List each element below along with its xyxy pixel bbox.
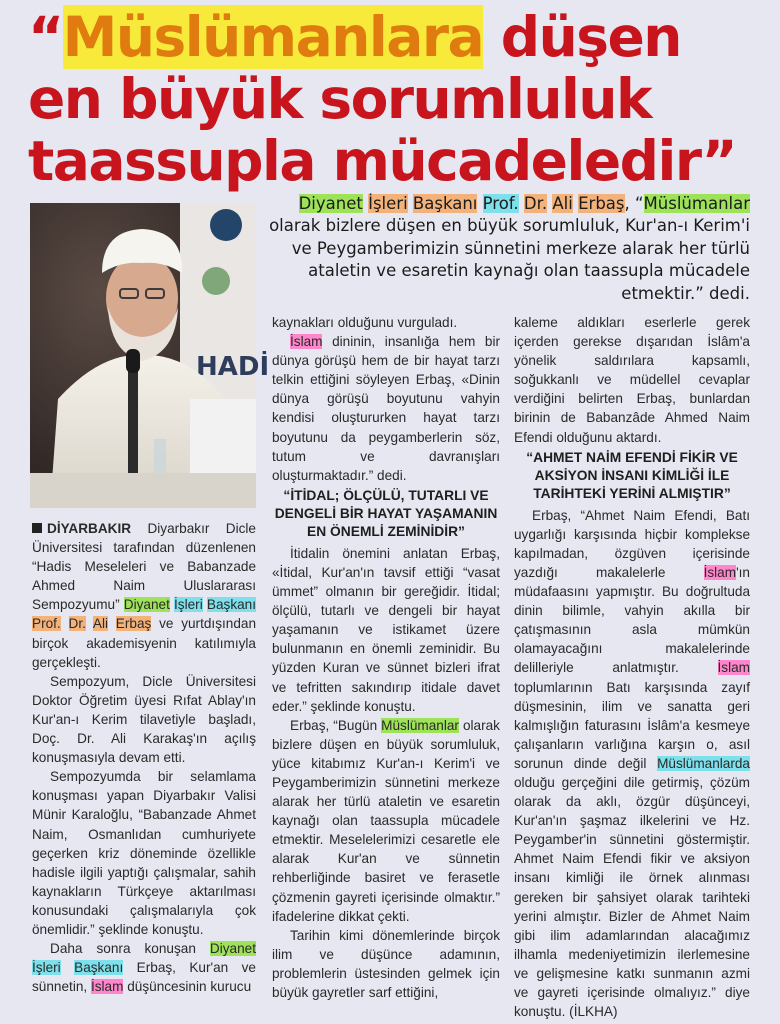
- headline-line-1: [28, 6, 768, 68]
- article-paragraph-2: Sempozyum, Dicle Üniversitesi Doktor Öğretim üyesi Rıfat Ablay'ın Kur'an-ı Kerim tilavetiyle başladı, Doç. Dr. Ali Karakaş'ın açılış konuşmasıyla devam etti.: [32, 673, 256, 766]
- quote-dr: Dr.: [523, 194, 548, 213]
- article-paragraph-9: Tarihin kimi dönemlerinde birçok ilim ve düşünce adamının, problemlerin üstesinden gelmek için büyük gayretler sarf ettiğini,: [272, 927, 500, 1000]
- quote-org: Diyanet: [298, 194, 363, 213]
- article-column-1: [32, 519, 256, 996]
- speaker-photo: [30, 203, 270, 508]
- article-paragraph-7: İtidalin önemini anlatan Erbaş, «İtidal, Kur'an'ın tavsif ettiği “vasat ümmet” olmanın bir gereğidir. İtidal; ölçülü, tutarlı ve dengeli bir hayat yaşamanın ve istikamet üzere bulunmanın en önemli zeminidir. Bu yüzden Kuran ve sünnet bizleri ifrat ve tefritten sakındırıp itidale davet eder.” şeklinde konuştu.: [272, 545, 500, 714]
- quote-text: olarak bizlere düşen en büyük sorumluluk, Kur'an-ı Kerim'i ve Peygamberimizin sünnetini merkeze alarak her türlü ataletin ve esaretin kaynağı olan taassupla mücadele etmektir.” dedi.: [269, 216, 750, 303]
- pull-quote: [268, 193, 750, 305]
- quote-ali: Ali: [552, 194, 573, 213]
- subheading-2: “AHMET NAİM EFENDİ FİKİR VE AKSİYON İNSANI KİMLİĞİ İLE TARİHTEKİ YERİNİ ALMIŞTIR”: [526, 449, 738, 501]
- headline-line-3: taassupla mücadeledir”: [28, 129, 737, 193]
- banner-text: HADİ: [196, 352, 270, 382]
- article-paragraph-5: kaynakları olduğunu vurguladı.: [272, 315, 458, 330]
- headline-highlight: Müslümanlara: [62, 5, 484, 69]
- article-paragraph-3: Sempozyumda bir selamlama konuşması yapan Diyarbakır Valisi Münir Karaloğlu, “Babanzade Ahmet Naim, Osmanlıdan cumhuriyete geçerken kriz döneminde özellikle hadisle ilgili yaptığı çalışmalar, sahih kaynakların Türkçeye aktarılması konusundaki çalışmalarıyla çok önemlidir.” şeklinde konuştu.: [32, 769, 256, 937]
- logo-emblem: [210, 209, 242, 241]
- quote-muslumanlar: Müslümanlar: [643, 194, 750, 213]
- article-column-2: [272, 313, 500, 1002]
- article-paragraph-11: Erbaş, “Ahmet Naim Efendi, Batı uygarlığı karşısında hiçbir komplekse kapılmadan, özgüven içerisinde yazdığı makalelerle İslam'ın müdafaasını yapmıştır. Bu doğrultuda dinin bilimle, vahyin akılla bir çatışmasının asla mümkün olamayacağını makalelerinde delilleriyle anlatmıştır. İslam toplumlarının Batı karşısında zayıf düşmesinin, ilim ve sanatta geri kalmışlığın faturasını İslâm'a kesmeye çalışanların varlığına karşın o, asıl sorunun dinde değil Müslümanlarda olduğu gerçeğini dile getirmiş, çözüm olarak da aklı, özgür düşünceyi, Kur'an'ın şaşmaz ilkelerini ve Hz. Peygamber'in sünnetini göstermiştir. Ahmet Naim Efendi fikir ve aksiyon insanı kimliği ile örnek alınması gereken bir şahsiyet olarak tarihteki yerini almıştır. Bizler de Ahmet Naim gibi ilim adamlarından alacağımız ilhamla medeniyetimizin ilerlemesine ve gelişmesine katkı sunmanın azmi ve gayreti içerisinde olmalıyız.” diye konuştu. (İLKHA): [514, 507, 750, 1020]
- article-paragraph-10: kaleme aldıkları eserlerle gerek içerden gerekse dışarıdan İslâm'a yönelik saldırılara kapsamlı, soğukkanlı ve müdellel cevaplar verdiğini belirten Erbaş, bunlardan birinin de Babanzâde Ahmed Naim Efendi olduğunu aktardı.: [514, 315, 750, 445]
- quote-erbas: Erbaş: [578, 194, 625, 213]
- quote-open: , “: [624, 194, 644, 213]
- dateline-square-icon: [32, 523, 42, 533]
- article-column-3: [514, 313, 750, 1021]
- laptop-screen: [190, 399, 256, 479]
- subheading-1: “İTİDAL; ÖLÇÜLÜ, TUTARLI VE DENGELİ BİR HAYAT YAŞAMANIN EN ÖNEMLİ ZEMİNİDİR”: [274, 487, 498, 539]
- headline-open-quote: “: [28, 5, 63, 69]
- quote-isleri: İşleri: [368, 194, 408, 213]
- article-paragraph-1: DİYARBAKIR Diyarbakır Dicle Üniversitesi tarafından düzenlenen “Hadis Meseleleri ve Babanzade Ahmed Naim Uluslararası Sempozyumu” Diyanet İşleri Başkanı Prof. Dr. Ali Erbaş ve yurtdışından birçok akademisyenin katılımıyla gerçekleşti.: [32, 521, 257, 670]
- headline-line-2: en büyük sorumluluk: [28, 67, 652, 131]
- podium: [30, 473, 256, 508]
- quote-baskani: Başkanı: [412, 194, 478, 213]
- headline: [28, 6, 768, 192]
- article-paragraph-8: Erbaş, “Bugün Müslümanlar olarak bizlere düşen en büyük sorumluluk, yüce kitabımız Kur'an-ı Kerim'i ve Peygamberimizin sünnetini merkeze alarak her türlü ataletin ve esaretin kaynağı olan taassupla mücadele etmektir. Meselelerimizi cesaretle ele alarak Kur'an ve sünnetin rehberliğinde basiret ve ferasetle çözmenin gayreti içerisinde olmaktır.” ifadelerine dikkat çekti.: [272, 717, 500, 924]
- headline-line1-rest: düşen: [483, 5, 681, 69]
- article-paragraph-4: Daha sonra konuşan Diyanet İşleri Başkanı Erbaş, Kur'an ve sünnetin, İslam düşüncesinin kurucu: [32, 941, 256, 995]
- article-paragraph-6: İslam dininin, insanlığa hem bir dünya görüşü hem de bir hayat tarzı telkin ettiğini söyleyen Erbaş, «Dinin dünya görüşü boyutunu vahyin kendisi oluştururken hayat tarzı boyutunu da peygamberlerin söz, tutum ve davranışları oluşturmaktadır.” dedi.: [272, 334, 500, 483]
- speaker-illustration: [30, 203, 270, 508]
- dateline: DİYARBAKIR: [32, 521, 131, 536]
- quote-prof: Prof.: [482, 194, 519, 213]
- logo-emblem-2: [202, 267, 230, 295]
